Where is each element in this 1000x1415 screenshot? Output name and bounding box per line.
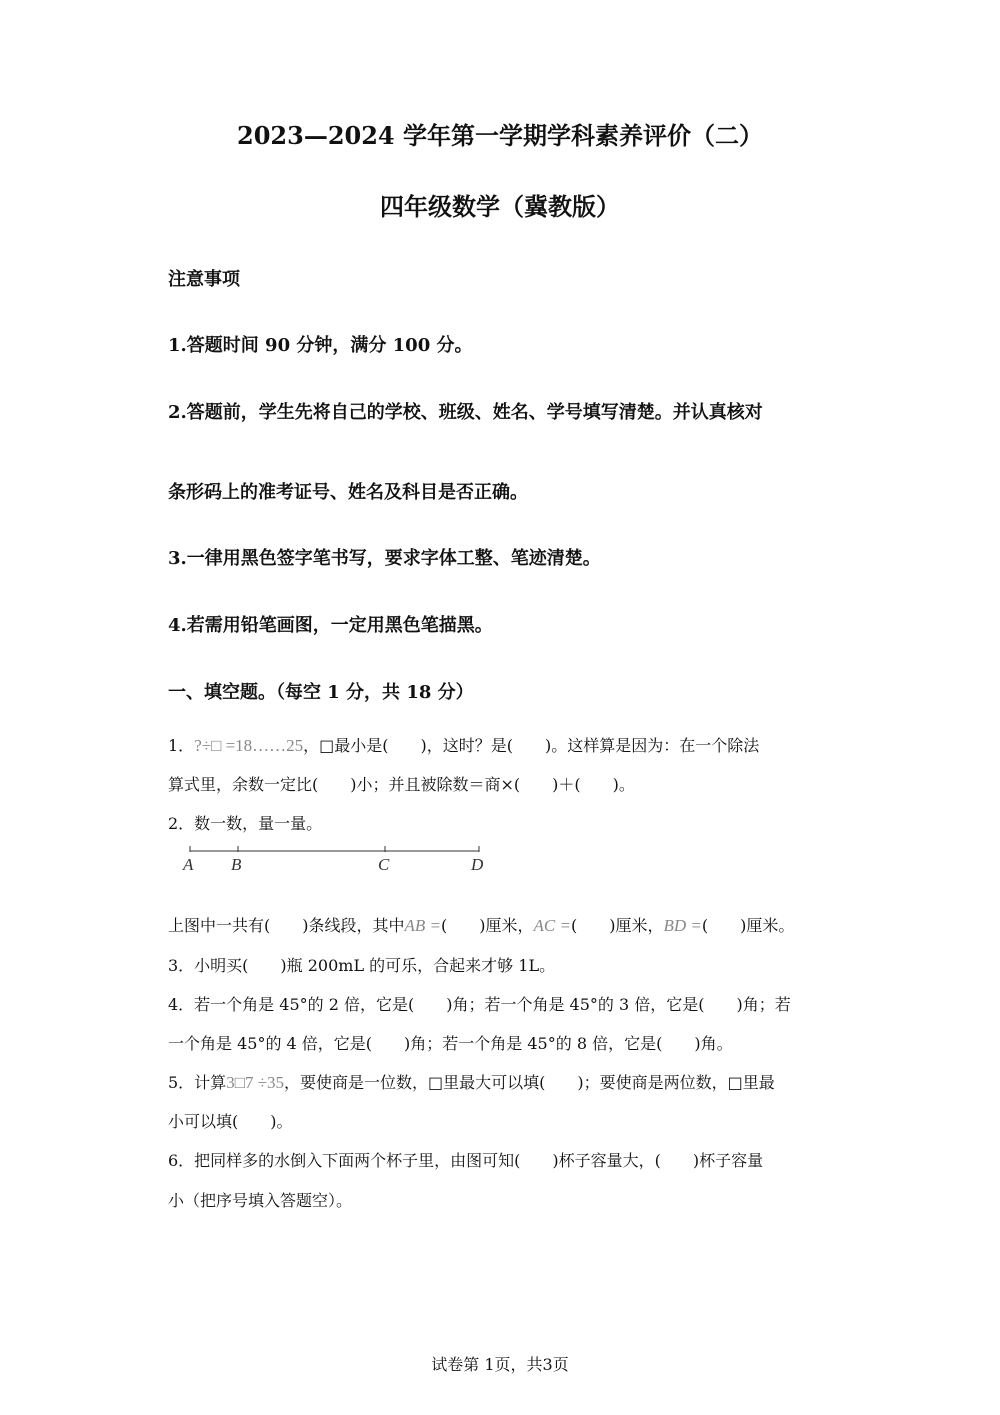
question-2-text: 2．数一数，量一量。: [168, 814, 323, 833]
question-1-prefix: 1．: [168, 736, 195, 755]
question-1-formula: ?÷□ =18……25: [194, 736, 304, 755]
exam-title: 2023—2024 学年第一学期学科素养评价（二）: [237, 121, 763, 150]
segment-ac: AC =: [533, 916, 571, 935]
question-3-text: 3．小明买( )瓶 200mL 的可乐，合起来才够 1L。: [168, 956, 556, 975]
question-5-text-a: ，要使商是一位数，□里最大可以填( )；要使商是两位数，□里最: [284, 1073, 775, 1092]
question-1-line-2: 算式里，余数一定比( )小；并且被除数＝商×( )＋( )。: [168, 775, 635, 794]
question-1-text-a: ，□最小是( )，这时？是( )。这样算是因为：在一个除法: [303, 736, 760, 755]
question-6-line-2: 小（把序号填入答题空）。: [168, 1191, 353, 1210]
question-5-line-1: [168, 1070, 775, 1093]
question-4-line-2: 一个角是 45°的 4 倍，它是( )角；若一个角是 45°的 8 倍，它是( )角。: [168, 1034, 733, 1053]
notice-item-2b: 条形码上的准考证号、姓名及科目是否正确。: [168, 482, 528, 503]
point-label-c: C: [378, 855, 390, 874]
segment-ab: AB =: [404, 916, 441, 935]
question-2-answer-b: ( )厘米，: [441, 916, 534, 935]
notice-item-1: 1.答题时间 90 分钟，满分 100 分。: [168, 335, 473, 356]
question-2-answer-a: 上图中一共有( )条线段，其中: [168, 916, 405, 935]
question-6-line-1: 6．把同样多的水倒入下面两个杯子里，由图可知( )杯子容量大，( )杯子容量: [168, 1151, 764, 1170]
question-5-line-2: 小可以填( )。: [168, 1112, 293, 1131]
question-5-prefix: 5．计算: [168, 1073, 227, 1092]
question-1-line-1: [168, 733, 759, 756]
question-4-line-1: 4．若一个角是 45°的 2 倍，它是( )角；若一个角是 45°的 3 倍，它是( )角；若: [168, 995, 791, 1014]
notice-item-4: 4.若需用铅笔画图，一定用黑色笔描黑。: [168, 615, 493, 636]
notice-heading: 注意事项: [168, 269, 240, 290]
question-2-answer: [168, 913, 794, 936]
segment-diagram: [175, 840, 495, 880]
exam-subtitle: 四年级数学（冀教版）: [380, 192, 620, 221]
question-2-answer-c: ( )厘米，: [570, 916, 664, 935]
page-footer: 试卷第 1页，共3页: [431, 1355, 569, 1374]
point-label-b: B: [231, 855, 242, 874]
section1-heading: 一、填空题。（每空 1 分，共 18 分）: [168, 682, 474, 703]
question-2-answer-d: ( )厘米。: [701, 916, 795, 935]
question-5-formula: 3□7 ÷35: [226, 1073, 285, 1092]
notice-item-2a: 2.答题前，学生先将自己的学校、班级、姓名、学号填写清楚。并认真核对: [168, 402, 763, 423]
notice-item-3: 3.一律用黑色签字笔书写，要求字体工整、笔迹清楚。: [168, 548, 601, 569]
segment-bd: BD =: [663, 916, 702, 935]
point-label-d: D: [471, 855, 484, 874]
point-label-a: A: [183, 855, 194, 874]
